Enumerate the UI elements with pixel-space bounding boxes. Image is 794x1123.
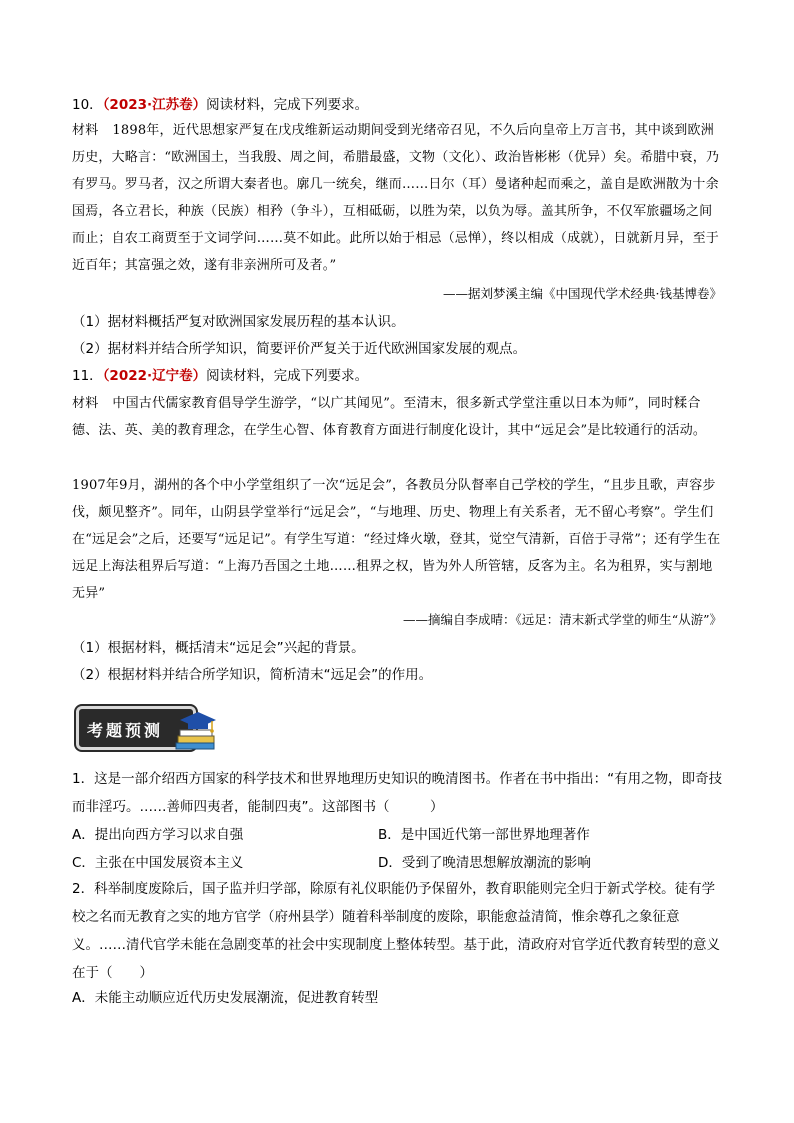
q10-instruction: 阅读材料，完成下列要求。 — [206, 97, 369, 113]
q11-subquestion-1: （1）根据材料，概括清末“远足会”兴起的背景。 — [72, 640, 365, 656]
q10-subquestion-2: （2）据材料并结合所学知识，简要评价严复关于近代欧洲国家发展的观点。 — [72, 341, 527, 357]
q10-number: 10． — [72, 97, 103, 113]
q11-number: 11． — [72, 368, 103, 384]
q10-material — [72, 117, 724, 279]
p2-stem: 2．科举制度废除后，国子监并归学部，除原有礼仪职能仍予保留外，教育职能则完全归于新式学校。徒有学校之名而无教育之实的地方官学（府州县学）随着科举制度的废除，职能愈益清简，惟余尊孔之象征意义。……清代官学未能在急剧变革的社会中实现制度上整体转型。基于此，清政府对官学近代教育转型的意义在于（ ） — [72, 881, 720, 981]
q10-material-text: 1898年，近代思想家严复在戊戌维新运动期间受到光绪帝召见，不久后向皇帝上万言书，其中谈到欧洲历史，大略言：“欧洲国土，当我殷、周之间，希腊最盛，文物（文化）、政治皆彬彬（优异）矣。希腊中衰，乃有罗马。罗马者，汉之所谓大秦者也。廓几一统矣，继而……日尔（耳）曼诸种起而乘之，盖自是欧洲散为十余国焉，各立君长，种族（民族）相矜（争斗），互相砥砺，以胜为荣，以负为辱。盖其所争，不仅军旅疆场之间而止；自农工商贾至于文词学问……莫不如此。此所以始于相忌（忌惮），终以相成（成就），日就新月异，至于近百年；其富强之效，遂有非亲洲所可及者。” — [72, 123, 720, 273]
q11-instruction: 阅读材料，完成下列要求。 — [206, 368, 369, 384]
books-graduation-cap-icon — [172, 702, 220, 752]
p1-options — [72, 821, 728, 877]
p1-option-b[interactable]: B．是中国近代第一部世界地理著作 — [378, 827, 590, 843]
q10-citation: ——据刘梦溪主编《中国现代学术经典·钱基博卷》 — [443, 286, 722, 301]
q10-source-tag: （2023·江苏卷） — [102, 97, 207, 113]
p1-option-c[interactable]: C．主张在中国发展资本主义 — [72, 855, 244, 871]
q11-material-p1 — [72, 390, 724, 444]
p1-option-d[interactable]: D．受到了晚清思想解放潮流的影响 — [378, 855, 591, 871]
q11-material-p2: 1907年9月，湖州的各个中小学堂组织了一次“远足会”，各教员分队督率自己学校的学生，“且步且歌，声容步伐，颇见整齐”。同年，山阴县学堂举行“远足会”，“与地理、历史、物理上有关系者，无不留心考察”。学生们在“远足会”之后，还要写“远足记”。有学生写道：“经过烽火墩，登其，觉空气清新，百倍于寻常”；还有学生在远足上海法租界后写道：“上海乃吾国之土地……租界之权，皆为外人所管辖，反客为主。名为租界，实与割地无异” — [72, 478, 721, 601]
p1-option-a[interactable]: A．提出向西方学习以求自强 — [72, 827, 244, 843]
q10-subquestion-1: （1）据材料概括严复对欧洲国家发展历程的基本认识。 — [72, 314, 405, 330]
banner-title: 考题预测 — [87, 721, 164, 740]
q10-header — [72, 95, 368, 115]
q11-header — [72, 366, 368, 386]
q10-material-label: 材料 — [72, 123, 99, 138]
q11-subquestion-2: （2）根据材料并结合所学知识，简析清末“远足会”的作用。 — [72, 667, 433, 683]
q11-material-label: 材料 — [72, 396, 99, 411]
q11-material-text-p1: 中国古代儒家教育倡导学生游学，“以广其闻见”。至清末，很多新式学堂注重以日本为师”，同时糅合德、法、英、美的教育理念，在学生心智、体育教育方面进行制度化设计，其中“远足会”是比较通行的活动。 — [72, 396, 707, 438]
q11-citation: ——摘编自李成晴：《远足：清末新式学堂的师生“从游”》 — [402, 612, 722, 627]
p2-option-a[interactable]: A．未能主动顺应近代历史发展潮流，促进教育转型 — [72, 990, 379, 1006]
p1-stem: 1．这是一部介绍西方国家的科学技术和世界地理历史知识的晚清图书。作者在书中指出：“有用之物，即奇技而非淫巧。……善师四夷者，能制四夷”。这部图书（ ） — [72, 771, 723, 815]
q11-source-tag: （2022·辽宁卷） — [102, 368, 207, 384]
section-banner — [76, 702, 216, 752]
